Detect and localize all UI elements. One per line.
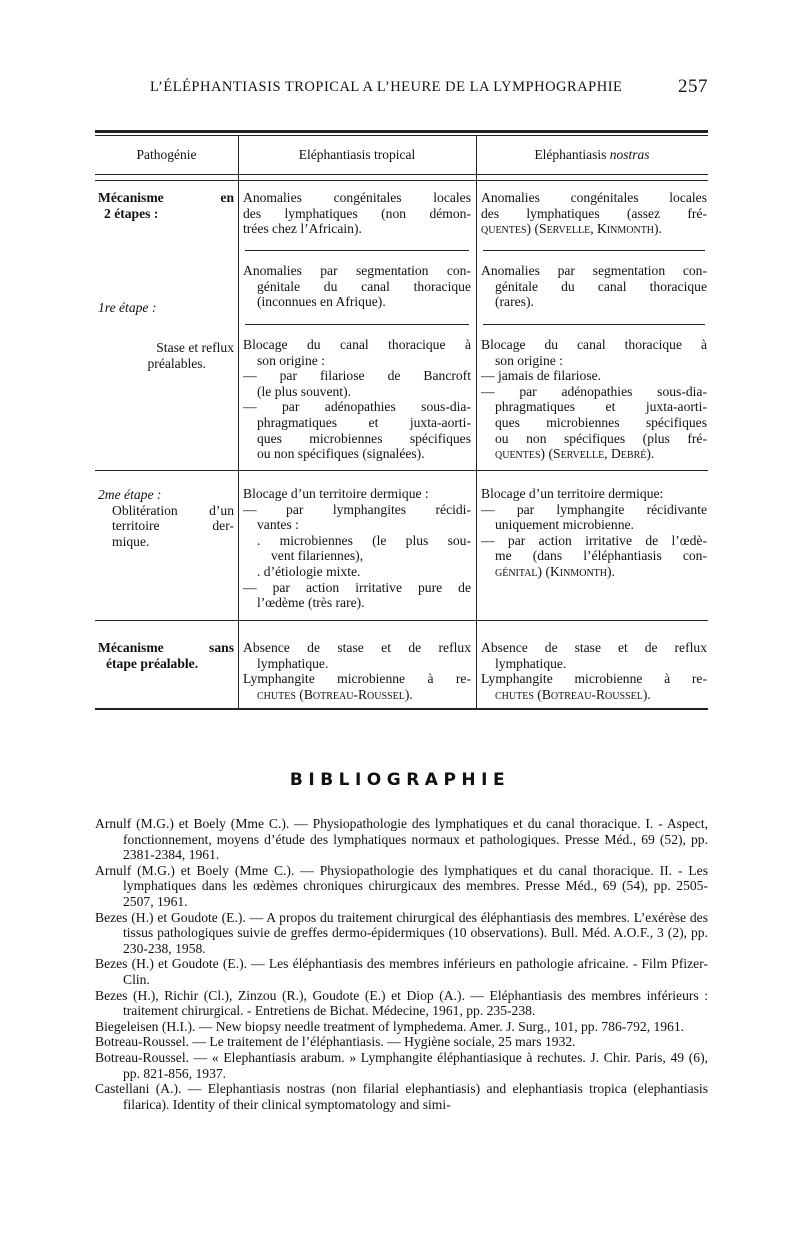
tropical-segmentation: Anomalies par segmentation con- génitale du canal thoracique (inconnues en Afrique). xyxy=(243,263,471,310)
running-head-title: L’ÉLÉPHANTIASIS TROPICAL A L’HEURE DE LA LYMPHOGRAPHIE xyxy=(150,79,623,95)
tropical-dermal-block: Blocage d’un territoire dermique : — par lymphangites récidi- vantes : . microbiennes (le plus sou- vent filariennes), . d’étiologie mixte. — par action irritative pure de l’œdème (très rare). xyxy=(243,486,471,611)
tropical-thoracic-block: Blocage du canal thoracique à son origine : — par filariose de Bancroft (le plus souvent). — par adénopathies sous-dia- phragmatiques et juxta-aorti- ques microbiennes spécifiques ou non spécifiques (signalées). xyxy=(243,337,471,462)
row-label-two-stages: Mécanisme en 2 étapes : xyxy=(98,190,234,221)
tropical-no-stage: Absence de stase et de reflux lymphatique. Lymphangite microbienne à re- chutes (Botreau-Roussel). xyxy=(243,640,471,702)
bibliography-entry: Botreau-Roussel. — Le traitement de l’éléphantiasis. — Hygiène sociale, 25 mars 1932. xyxy=(95,1034,576,1050)
row-label-stage2: 2me étape : Oblitération d’un territoire der- mique. xyxy=(98,487,234,549)
tropical-congenital-anomalies: Anomalies congénitales locales des lymphatiques (non démon- trées chez l’Africain). xyxy=(243,190,471,237)
bibliography-title: BIBLIOGRAPHIE xyxy=(289,770,511,790)
bibliography-entry: Botreau-Roussel. — « Elephantiasis arabum. » Lymphangite éléphantiasique à rechutes. J. Chir. Paris, 49 (6), pp. 821-856, 1937. xyxy=(95,1049,708,1081)
bibliography-entry: Castellani (A.). — Elephantiasis nostras (non filarial elephantiasis) and elephantiasis tropica (elephantiasis filarica). Identity of their clinical symptomatology and simi- xyxy=(95,1081,708,1112)
nostras-dermal-block: Blocage d’un territoire dermique: — par lymphangite récidivante uniquement microbienne. — par action irritative de l’œdè- me (dans l’éléphantiasis con- génital) (Kinmonth). xyxy=(481,486,707,579)
header-nostras: Eléphantiasis nostras xyxy=(534,147,650,162)
nostras-segmentation: Anomalies par segmentation con- génitale du canal thoracique (rares). xyxy=(481,263,707,310)
row-label-stage1-desc: Stase et reflux préalables. xyxy=(147,340,234,371)
header-pathogenesis: Pathogénie xyxy=(136,147,197,162)
bibliography-entry: Bezes (H.) et Goudote (E.). — Les éléphantiasis des membres inférieurs en pathologie africaine. - Film Pfizer-Clin. xyxy=(95,956,708,987)
bibliography-list xyxy=(95,816,708,1112)
nostras-thoracic-block: Blocage du canal thoracique à son origine : — jamais de filariose. — par adénopathies sous-dia- phragmatiques et juxta-aorti- ques microbiennes spécifiques ou non spécifiques (plus fré- quentes) (Servelle, Debré). xyxy=(481,337,707,462)
bibliography-entry: Bezes (H.), Richir (Cl.), Zinzou (R.), Goudote (E.) et Diop (A.). — Eléphantiasis des membres inférieurs : traitement chirurgical. - Entretiens de Bichat. Médecine, 1961, pp. 235-238. xyxy=(95,987,708,1019)
nostras-no-stage: Absence de stase et de reflux lymphatique. Lymphangite microbienne à re- chutes (Botreau-Roussel). xyxy=(481,640,707,702)
bibliography-entry: Arnulf (M.G.) et Boely (Mme C.). — Physiopathologie des lymphatiques et du canal thoracique. I. - Aspect, fonctionnement, moyens d’étude des lymphatiques normaux et pathologiques. Presse Méd., 69 (52), pp. 2381-2384, 1961. xyxy=(95,816,708,863)
page-number: 257 xyxy=(678,76,708,97)
header-tropical: Eléphantiasis tropical xyxy=(298,147,416,162)
bibliography-entry: Arnulf (M.G.) et Boely (Mme C.). — Physiopathologie des lymphatiques et du canal thoracique. II. - Les lymphatiques dans les œdèmes chroniques chirurgicaux des membres. Presse Méd., 69 (54), pp. 2505-2507, 1961. xyxy=(95,862,708,909)
bibliography-entry: Bezes (H.) et Goudote (E.). — A propos du traitement chirurgical des éléphantiasis des membres. L’exérèse des tissus pathologiques suivie de greffes dermo-épidermiques (10 observations). Bull. Méd. A.O.F., 3 (2), pp. 230-238, 1958. xyxy=(95,909,708,956)
bibliography-entry: Biegeleisen (H.I.). — New biopsy needle treatment of lymphedema. Amer. J. Surg., 101, pp. 786-792, 1961. xyxy=(95,1018,685,1034)
row-label-stage1: 1re étape : xyxy=(98,300,157,315)
nostras-congenital-anomalies: Anomalies congénitales locales des lymphatiques (assez fré- quentes) (Servelle, Kinmonth). xyxy=(481,190,707,237)
pathogenesis-table xyxy=(95,130,708,710)
row-label-no-stage: Mécanisme sans étape préalable. xyxy=(98,640,234,671)
